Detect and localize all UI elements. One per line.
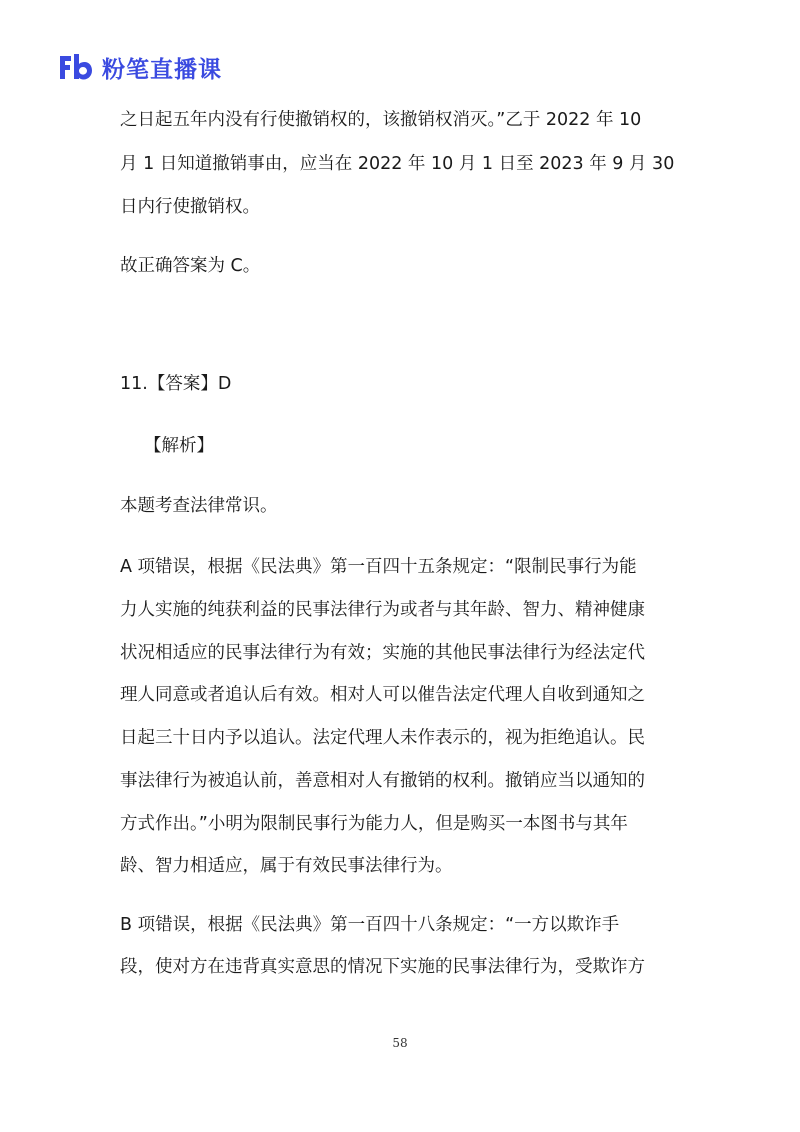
text-line: A 项错误，根据《民法典》第一百四十五条规定：“限制民事行为能 (120, 557, 637, 577)
text-line: 月 1 日知道撤销事由，应当在 2022 年 10 月 1 日至 2023 年 9 月 30 (120, 154, 675, 174)
page-number: 58 (392, 1036, 408, 1050)
answer-summary: 故正确答案为 C。 (120, 256, 261, 276)
text-line: 事法律行为被追认前，善意相对人有撤销的权利。撤销应当以通知的 (120, 771, 645, 791)
text-line: B 项错误，根据《民法典》第一百四十八条规定：“一方以欺诈手 (120, 915, 620, 935)
text-line: 力人实施的纯获利益的民事法律行为或者与其年龄、智力、精神健康 (120, 600, 645, 620)
question-answer-heading: 11.【答案】D (120, 374, 232, 394)
text-line: 龄、智力相适应，属于有效民事法律行为。 (120, 856, 453, 876)
text-line: 理人同意或者追认后有效。相对人可以催告法定代理人自收到通知之 (120, 685, 645, 705)
brand-name: 粉笔直播课 (102, 56, 222, 83)
brand-header (58, 50, 222, 84)
text-line: 状况相适应的民事法律行为有效；实施的其他民事法律行为经法定代 (120, 643, 645, 663)
fenbi-logo-icon (58, 52, 94, 82)
text-line: 方式作出。”小明为限制民事行为能力人，但是购买一本图书与其年 (120, 814, 628, 834)
text-line: 本题考查法律常识。 (120, 496, 278, 516)
text-line: 之日起五年内没有行使撤销权的，该撤销权消灭。”乙于 2022 年 10 (120, 110, 642, 130)
text-line: 日起三十日内予以追认。法定代理人未作表示的，视为拒绝追认。民 (120, 728, 645, 748)
analysis-heading: 【解析】 (144, 436, 214, 456)
text-line: 日内行使撤销权。 (120, 197, 260, 217)
text-line: 段，使对方在违背真实意思的情况下实施的民事法律行为，受欺诈方 (120, 957, 645, 977)
